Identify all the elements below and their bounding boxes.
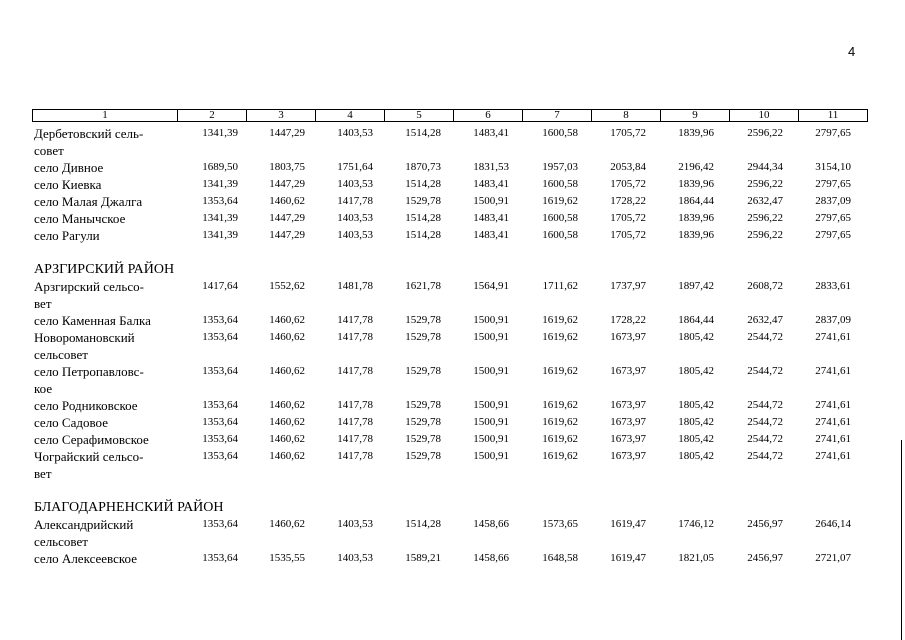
tariff-value-col-10: 2596,22: [747, 178, 783, 190]
tariff-value-col-3: 1460,62: [269, 518, 305, 530]
tariff-value-col-4: 1417,78: [337, 450, 373, 462]
column-number-9: 9: [661, 110, 730, 122]
tariff-value-col-9: 1805,42: [678, 450, 714, 462]
tariff-value-col-3: 1460,62: [269, 416, 305, 428]
tariff-value-col-11: 2837,09: [815, 314, 851, 326]
tariff-value-col-6: 1500,91: [473, 365, 509, 377]
tariff-value-col-8: 1673,97: [610, 450, 646, 462]
tariff-value-col-11: 2741,61: [815, 433, 851, 445]
tariff-value-col-2: 1341,39: [202, 229, 238, 241]
tariff-value-col-11: 2741,61: [815, 416, 851, 428]
tariff-value-col-7: 1619,62: [542, 416, 578, 428]
district-heading: БЛАГОДАРНЕНСКИЙ РАЙОН: [34, 500, 224, 515]
tariff-value-col-3: 1460,62: [269, 433, 305, 445]
tariff-value-col-9: 2196,42: [678, 161, 714, 173]
tariff-value-col-11: 2646,14: [815, 518, 851, 530]
tariff-value-col-11: 2741,61: [815, 365, 851, 377]
tariff-value-col-3: 1552,62: [269, 280, 305, 292]
column-number-7: 7: [523, 110, 592, 122]
tariff-value-col-10: 2596,22: [747, 212, 783, 224]
tariff-value-col-2: 1353,64: [202, 518, 238, 530]
tariff-value-col-2: 1353,64: [202, 195, 238, 207]
tariff-value-col-6: 1483,41: [473, 127, 509, 139]
tariff-value-col-11: 2797,65: [815, 178, 851, 190]
tariff-value-col-4: 1481,78: [337, 280, 373, 292]
tariff-value-col-11: 2741,61: [815, 331, 851, 343]
tariff-value-col-7: 1600,58: [542, 212, 578, 224]
tariff-value-col-9: 1897,42: [678, 280, 714, 292]
tariff-value-col-7: 1600,58: [542, 229, 578, 241]
tariff-value-col-2: 1341,39: [202, 127, 238, 139]
tariff-value-col-11: 2741,61: [815, 399, 851, 411]
tariff-value-col-5: 1514,28: [405, 127, 441, 139]
tariff-value-col-2: 1353,64: [202, 399, 238, 411]
tariff-value-col-10: 2544,72: [747, 365, 783, 377]
tariff-value-col-4: 1417,78: [337, 195, 373, 207]
column-number-4: 4: [316, 110, 385, 122]
locality-name: сельсовет: [34, 534, 88, 549]
tariff-value-col-5: 1529,78: [405, 331, 441, 343]
tariff-value-col-10: 2544,72: [747, 433, 783, 445]
tariff-value-col-11: 2741,61: [815, 450, 851, 462]
tariff-value-col-9: 1839,96: [678, 229, 714, 241]
tariff-value-col-3: 1460,62: [269, 314, 305, 326]
locality-name: вет: [34, 466, 52, 481]
tariff-value-col-5: 1529,78: [405, 416, 441, 428]
tariff-value-col-10: 2544,72: [747, 450, 783, 462]
tariff-value-col-5: 1514,28: [405, 212, 441, 224]
locality-name: село Родниковское: [34, 398, 138, 413]
locality-name: село Алексеевское: [34, 551, 137, 566]
tariff-value-col-5: 1529,78: [405, 450, 441, 462]
column-number-11: 11: [799, 110, 868, 122]
tariff-value-col-6: 1564,91: [473, 280, 509, 292]
locality-name: село Серафимовское: [34, 432, 149, 447]
tariff-value-col-11: 2797,65: [815, 212, 851, 224]
tariff-value-col-10: 2544,72: [747, 416, 783, 428]
tariff-value-col-3: 1460,62: [269, 331, 305, 343]
tariff-value-col-2: 1341,39: [202, 212, 238, 224]
tariff-value-col-7: 1619,62: [542, 365, 578, 377]
tariff-value-col-6: 1500,91: [473, 433, 509, 445]
tariff-value-col-6: 1500,91: [473, 416, 509, 428]
tariff-value-col-5: 1514,28: [405, 518, 441, 530]
locality-name: Новоромановский: [34, 330, 135, 345]
column-number-10: 10: [730, 110, 799, 122]
tariff-value-col-5: 1529,78: [405, 195, 441, 207]
tariff-value-col-8: 1619,47: [610, 518, 646, 530]
tariff-value-col-2: 1689,50: [202, 161, 238, 173]
tariff-value-col-2: 1353,64: [202, 450, 238, 462]
tariff-value-col-4: 1417,78: [337, 433, 373, 445]
column-number-8: 8: [592, 110, 661, 122]
tariff-value-col-5: 1514,28: [405, 178, 441, 190]
tariff-value-col-10: 2596,22: [747, 127, 783, 139]
tariff-value-col-10: 2632,47: [747, 195, 783, 207]
tariff-value-col-8: 1673,97: [610, 416, 646, 428]
tariff-value-col-6: 1500,91: [473, 195, 509, 207]
tariff-value-col-7: 1600,58: [542, 178, 578, 190]
tariff-value-col-4: 1417,78: [337, 365, 373, 377]
tariff-value-col-8: 1673,97: [610, 433, 646, 445]
tariff-value-col-11: 2721,07: [815, 552, 851, 564]
tariff-value-col-6: 1500,91: [473, 399, 509, 411]
tariff-value-col-4: 1417,78: [337, 399, 373, 411]
column-number-1: 1: [33, 110, 178, 122]
tariff-value-col-4: 1417,78: [337, 314, 373, 326]
locality-name: Дербетовский сель-: [34, 126, 144, 141]
tariff-value-col-9: 1805,42: [678, 416, 714, 428]
locality-name: село Рагули: [34, 228, 100, 243]
locality-name: село Дивное: [34, 160, 104, 175]
tariff-value-col-8: 1673,97: [610, 331, 646, 343]
tariff-value-col-7: 1648,58: [542, 552, 578, 564]
column-number-3: 3: [247, 110, 316, 122]
tariff-value-col-2: 1341,39: [202, 178, 238, 190]
tariff-value-col-11: 3154,10: [815, 161, 851, 173]
tariff-value-col-6: 1483,41: [473, 212, 509, 224]
tariff-value-col-9: 1805,42: [678, 399, 714, 411]
tariff-value-col-10: 2544,72: [747, 399, 783, 411]
locality-name: кое: [34, 381, 53, 396]
tariff-value-col-2: 1353,64: [202, 365, 238, 377]
tariff-value-col-4: 1403,53: [337, 518, 373, 530]
tariff-value-col-8: 1705,72: [610, 127, 646, 139]
tariff-value-col-5: 1529,78: [405, 399, 441, 411]
tariff-value-col-8: 1705,72: [610, 178, 646, 190]
tariff-value-col-2: 1417,64: [202, 280, 238, 292]
tariff-value-col-7: 1619,62: [542, 450, 578, 462]
locality-name: Арзгирский сельсо-: [34, 279, 144, 294]
tariff-value-col-6: 1500,91: [473, 450, 509, 462]
tariff-value-col-4: 1403,53: [337, 552, 373, 564]
tariff-value-col-10: 2456,97: [747, 552, 783, 564]
locality-name: село Садовое: [34, 415, 108, 430]
tariff-value-col-3: 1460,62: [269, 399, 305, 411]
column-number-6: 6: [454, 110, 523, 122]
tariff-value-col-8: 1619,47: [610, 552, 646, 564]
tariff-value-col-11: 2837,09: [815, 195, 851, 207]
tariff-value-col-5: 1529,78: [405, 365, 441, 377]
header-row: [33, 110, 868, 122]
tariff-value-col-2: 1353,64: [202, 552, 238, 564]
tariff-value-col-3: 1447,29: [269, 178, 305, 190]
tariff-value-col-4: 1417,78: [337, 331, 373, 343]
tariff-value-col-7: 1711,62: [542, 280, 578, 292]
tariff-value-col-7: 1957,03: [542, 161, 578, 173]
column-number-2: 2: [178, 110, 247, 122]
locality-name: совет: [34, 143, 64, 158]
tariff-value-col-4: 1403,53: [337, 127, 373, 139]
tariff-value-col-10: 2632,47: [747, 314, 783, 326]
tariff-value-col-3: 1447,29: [269, 229, 305, 241]
tariff-value-col-7: 1619,62: [542, 314, 578, 326]
district-heading: АРЗГИРСКИЙ РАЙОН: [34, 262, 175, 277]
tariff-value-col-10: 2456,97: [747, 518, 783, 530]
tariff-value-col-4: 1417,78: [337, 416, 373, 428]
tariff-value-col-7: 1619,62: [542, 195, 578, 207]
locality-name: село Манычское: [34, 211, 126, 226]
tariff-value-col-6: 1483,41: [473, 229, 509, 241]
locality-name: село Петропавловс-: [34, 364, 144, 379]
tariff-value-col-9: 1864,44: [678, 314, 714, 326]
tariff-value-col-3: 1460,62: [269, 450, 305, 462]
tariff-value-col-9: 1839,96: [678, 127, 714, 139]
locality-name: село Каменная Балка: [34, 313, 151, 328]
locality-name: Александрийский: [34, 517, 134, 532]
tariff-value-col-4: 1751,64: [337, 161, 373, 173]
tariff-value-col-10: 2944,34: [747, 161, 783, 173]
tariff-value-col-6: 1458,66: [473, 518, 509, 530]
tariff-value-col-6: 1831,53: [473, 161, 509, 173]
tariff-value-col-7: 1619,62: [542, 331, 578, 343]
tariff-value-col-3: 1447,29: [269, 127, 305, 139]
tariff-value-col-5: 1589,21: [405, 552, 441, 564]
page-number: 4: [848, 44, 856, 59]
tariff-value-col-8: 1728,22: [610, 195, 646, 207]
tariff-value-col-6: 1483,41: [473, 178, 509, 190]
tariff-value-col-7: 1619,62: [542, 433, 578, 445]
locality-name: сельсовет: [34, 347, 88, 362]
tariff-value-col-9: 1805,42: [678, 365, 714, 377]
tariff-value-col-10: 2596,22: [747, 229, 783, 241]
tariff-value-col-5: 1529,78: [405, 433, 441, 445]
tariff-value-col-9: 1864,44: [678, 195, 714, 207]
tariff-value-col-4: 1403,53: [337, 229, 373, 241]
tariff-value-col-7: 1573,65: [542, 518, 578, 530]
locality-name: Чограйский сельсо-: [34, 449, 144, 464]
tariff-value-col-9: 1805,42: [678, 331, 714, 343]
tariff-value-col-8: 1737,97: [610, 280, 646, 292]
tariff-value-col-10: 2544,72: [747, 331, 783, 343]
column-number-header: [32, 109, 868, 122]
locality-name: вет: [34, 296, 52, 311]
tariff-value-col-2: 1353,64: [202, 416, 238, 428]
tariff-value-col-8: 1705,72: [610, 212, 646, 224]
tariff-value-col-2: 1353,64: [202, 433, 238, 445]
tariff-value-col-7: 1600,58: [542, 127, 578, 139]
tariff-value-col-8: 1673,97: [610, 399, 646, 411]
tariff-value-col-5: 1529,78: [405, 314, 441, 326]
tariff-value-col-6: 1458,66: [473, 552, 509, 564]
tariff-value-col-3: 1460,62: [269, 195, 305, 207]
tariff-value-col-4: 1403,53: [337, 178, 373, 190]
tariff-value-col-8: 1673,97: [610, 365, 646, 377]
column-number-5: 5: [385, 110, 454, 122]
tariff-value-col-4: 1403,53: [337, 212, 373, 224]
tariff-value-col-3: 1803,75: [269, 161, 305, 173]
scan-edge-line: [901, 440, 902, 640]
tariff-value-col-11: 2797,65: [815, 127, 851, 139]
tariff-value-col-8: 1728,22: [610, 314, 646, 326]
tariff-value-col-2: 1353,64: [202, 331, 238, 343]
tariff-value-col-6: 1500,91: [473, 331, 509, 343]
tariff-value-col-2: 1353,64: [202, 314, 238, 326]
tariff-value-col-11: 2833,61: [815, 280, 851, 292]
tariff-value-col-8: 2053,84: [610, 161, 646, 173]
tariff-value-col-9: 1839,96: [678, 178, 714, 190]
tariff-value-col-7: 1619,62: [542, 399, 578, 411]
tariff-value-col-9: 1839,96: [678, 212, 714, 224]
tariff-value-col-5: 1514,28: [405, 229, 441, 241]
tariff-value-col-9: 1746,12: [678, 518, 714, 530]
tariff-value-col-3: 1447,29: [269, 212, 305, 224]
locality-name: село Малая Джалга: [34, 194, 143, 209]
tariff-value-col-3: 1535,55: [269, 552, 305, 564]
tariff-value-col-6: 1500,91: [473, 314, 509, 326]
tariff-value-col-9: 1821,05: [678, 552, 714, 564]
tariff-value-col-3: 1460,62: [269, 365, 305, 377]
locality-name: село Киевка: [34, 177, 102, 192]
tariff-value-col-5: 1621,78: [405, 280, 441, 292]
tariff-value-col-8: 1705,72: [610, 229, 646, 241]
tariff-value-col-10: 2608,72: [747, 280, 783, 292]
tariff-value-col-5: 1870,73: [405, 161, 441, 173]
tariff-value-col-11: 2797,65: [815, 229, 851, 241]
tariff-value-col-9: 1805,42: [678, 433, 714, 445]
